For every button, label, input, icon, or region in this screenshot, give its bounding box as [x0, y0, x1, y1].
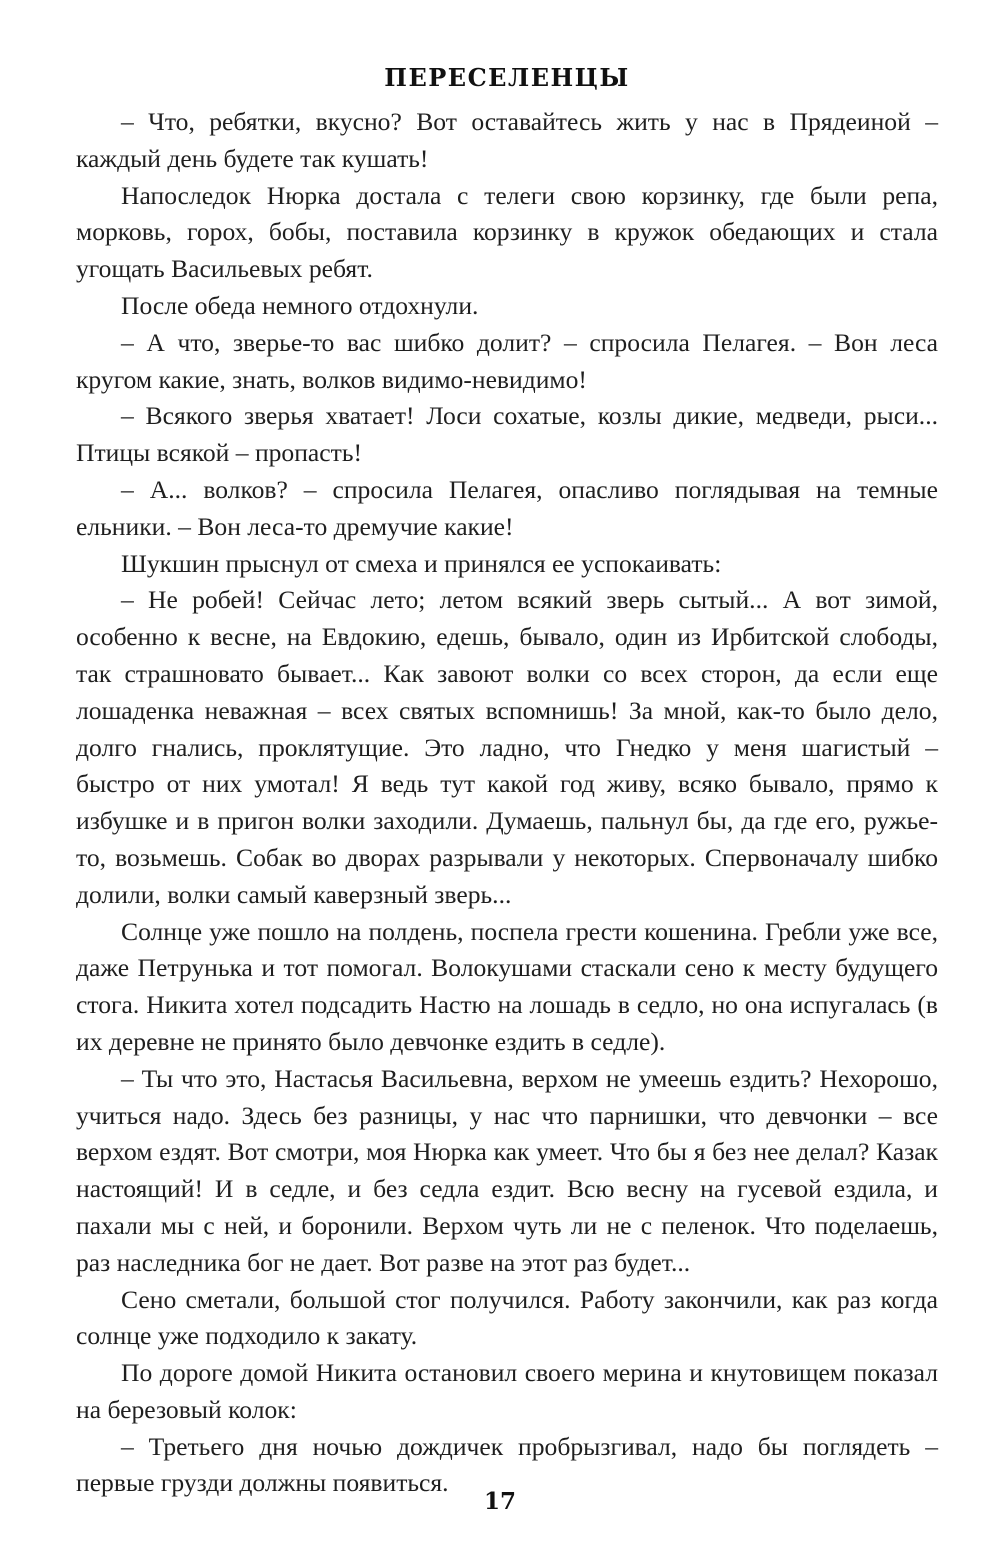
- paragraph: По дороге домой Никита остановил своего мерина и кнутовищем показал на березовый колок:: [76, 1358, 938, 1424]
- paragraph: Шукшин прыснул от смеха и принялся ее успокаивать:: [121, 548, 722, 578]
- body-text: [76, 104, 938, 1502]
- paragraph: – Третьего дня ночью дождичек пробрызгивал, надо бы поглядеть – первые грузди должны появиться.: [76, 1431, 938, 1498]
- running-title: ПЕРЕСЕЛЕНЦЫ: [384, 63, 630, 92]
- paragraph: После обеда немного отдохнули.: [121, 290, 479, 320]
- page-number: 17: [483, 1488, 516, 1515]
- paragraph: – Ты что это, Настасья Васильевна, верхом не умеешь ездить? Нехорошо, учиться надо. Здесь без разницы, у нас что парнишки, что девчонки – все верхом ездят. Вот смотри, моя Нюрка как умеет. Что бы я без нее делал? Казак настоящий! И в седле, и без седла ездит. Всю весну на гусевой ездила, и пахали мы с ней, и боронили. Верхом чуть ли не с пеленок. Что поделаешь, раз наследника бог не дает. Вот разве на этот раз будет...: [76, 1063, 938, 1277]
- paragraph: – Всякого зверья хватает! Лоси сохатые, козлы дикие, медведи, рыси... Птицы всякой – пропасть!: [76, 401, 938, 468]
- paragraph: – Что, ребятки, вкусно? Вот оставайтесь жить у нас в Прядеиной – каждый день будете так кушать!: [76, 107, 938, 173]
- book-page: [76, 58, 938, 1502]
- paragraph: Солнце уже пошло на полдень, поспела грести кошенина. Гребли уже все, даже Петрунька и тот помогал. Волокушами стаскали сено к месту будущего стога. Никита хотел подсадить Настю на лошадь в седло, но она испугалась (в их деревне не принято было девчонке ездить в седле).: [76, 916, 938, 1056]
- paragraph: – А что, зверье-то вас шибко долит? – спросила Пелагея. – Вон леса кругом какие, знать, волков видимо-невидимо!: [76, 327, 938, 394]
- paragraph: – А... волков? – спросила Пелагея, опасливо поглядывая на темные ельники. – Вон леса-то дремучие какие!: [76, 474, 938, 541]
- paragraph: Сено сметали, большой стог получился. Работу закончили, как раз когда солнце уже подходило к закату.: [76, 1284, 938, 1351]
- paragraph: – Не робей! Сейчас лето; летом всякий зверь сытый... А вот зимой, особенно к весне, на Евдокию, едешь, бывало, один из Ирбитской слободы, так страшновато бывает... Как завоют волки со всех сторон, да если еще лошаденка неважная – всех святых вспомнишь! За мной, как-то было дело, долго гнались, проклятущие. Это ладно, что Гнедко у меня шагистый – быстро от них умотал! Я ведь тут какой год живу, всяко бывало, прямо к избушке и в пригон волки заходили. Думаешь, пальнул бы, да где его, ружье-то, возьмешь. Собак во дворах разрывали у некоторых. Спервоначалу шибко долили, волки самый каверзный зверь...: [76, 585, 938, 909]
- paragraph: Напоследок Нюрка достала с телеги свою корзинку, где были репа, морковь, горох, бобы, поставила корзинку в кружок обедающих и стала угощать Васильевых ребят.: [76, 180, 938, 284]
